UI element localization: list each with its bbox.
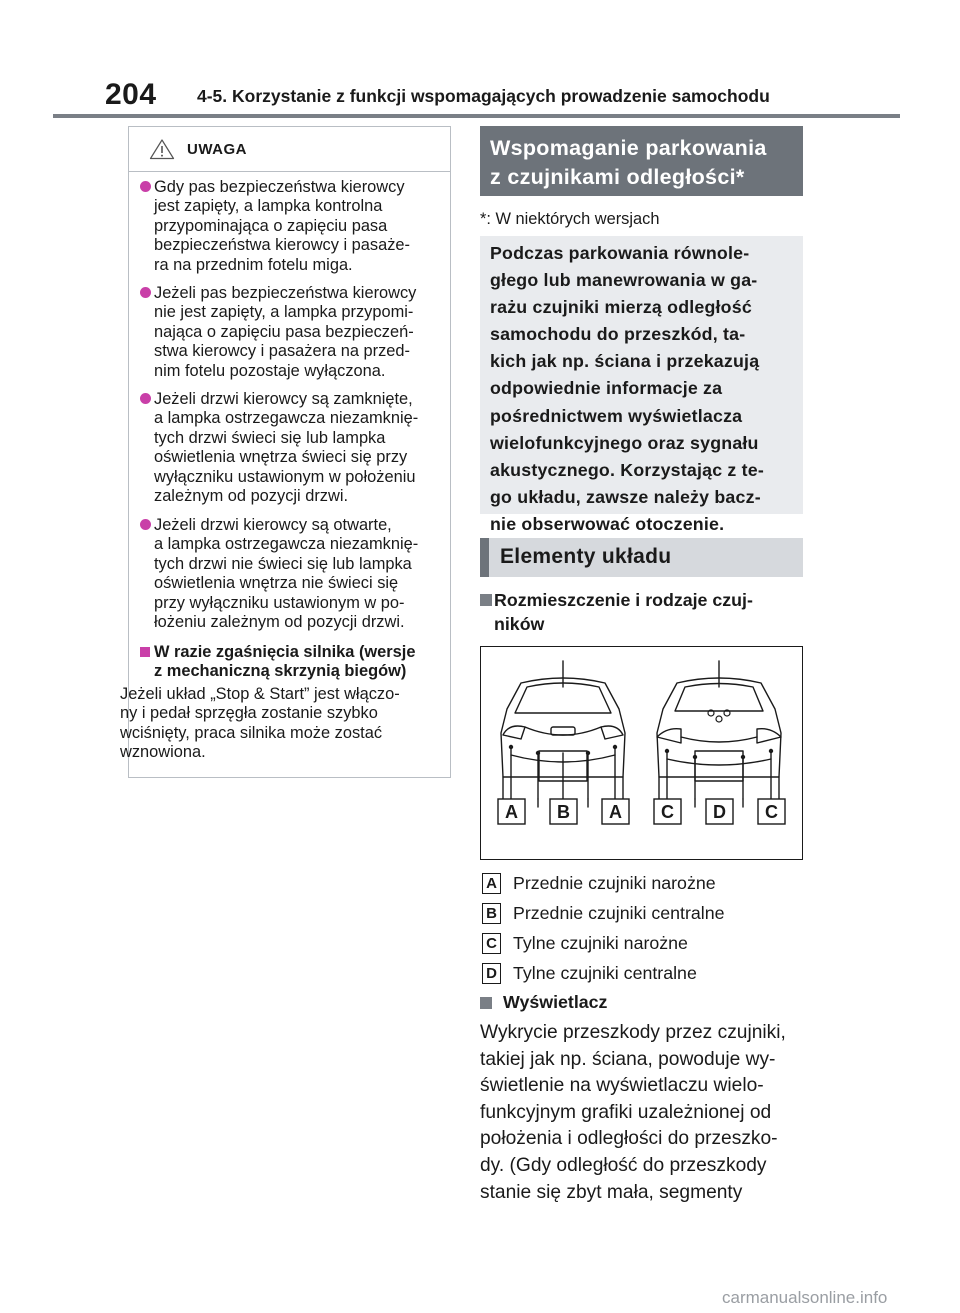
page-number: 204 [105, 78, 157, 111]
warning-subheading-text: W razie zgaśnięcia silnika (wersje z mechaniczną skrzynią biegów) [154, 643, 416, 681]
legend-text: Tylne czujniki centralne [513, 963, 697, 983]
bullet-dot-icon [140, 181, 151, 192]
legend-text: Przednie czujniki narożne [513, 873, 716, 893]
diagram-label: A [505, 802, 518, 822]
warning-item [140, 284, 450, 381]
warning-item-text: Jeżeli drzwi kierowcy są otwarte, a lampka ostrzegawcza niezamknię- tych drzwi nie świeci się lub lampka oświetlenia wnętrza nie świeci się przy wyłączniku ustawionym w po- łożeniu zależnym od pozycji drzwi. [154, 516, 419, 632]
display-subheading-text: Wyświetlacz [503, 992, 608, 1012]
legend-text: Tylne czujniki narożne [513, 933, 688, 953]
legend-text: Przednie czujniki centralne [513, 903, 725, 923]
bullet-dot-icon [140, 393, 151, 404]
warning-item [140, 178, 450, 275]
display-subheading [480, 992, 607, 1013]
watermark: carmanualsonline.info [722, 1288, 888, 1307]
warning-subheading [140, 643, 450, 682]
header-rule [53, 114, 900, 118]
warning-triangle-icon [149, 138, 175, 160]
elements-heading [480, 538, 803, 577]
intro-box: Podczas parkowania równole- głego lub manewrowania w ga- rażu czujniki mierzą odległość samochodu do przeszkód, ta- kich jak np. ściana i przekazują odpowiednie informacje za pośrednictwem wyświetlacza wielofunkcyjnego oraz sygnału akustycznego. Korzystając z te- go układu, zawsze należy bacz- nie obserwować otoczenie. [480, 236, 803, 514]
bullet-dot-icon [140, 519, 151, 530]
diagram-label: C [765, 802, 778, 822]
legend-key: B [482, 903, 501, 924]
warning-item-text: Jeżeli pas bezpieczeństwa kierowcy nie jest zapięty, a lampka przypomi- nająca o zapięciu pasa bezpieczeń- stwa kierowcy i pasażera na przed- nim fotelu pozostaje wyłączona. [154, 284, 417, 380]
warning-box [120, 126, 451, 778]
sensors-subheading [480, 588, 803, 636]
sensors-subheading-text: Rozmieszczenie i rodzaje czuj- ników [494, 590, 753, 634]
warning-item [140, 390, 450, 506]
car-sensor-illustration [481, 647, 802, 859]
elements-heading-label: Elementy układu [500, 545, 672, 568]
bullet-square-icon [140, 647, 150, 657]
bullet-square-icon [480, 594, 492, 606]
legend-key: D [482, 963, 501, 984]
warning-item-text: Gdy pas bezpieczeństwa kierowcy jest zapięty, a lampka kontrolna przypominająca o zapięciu pasa bezpieczeństwa kierowcy i pasaże- ra na przednim fotelu miga. [154, 178, 410, 274]
parking-heading: Wspomaganie parkowania z czujnikami odległości* [480, 126, 803, 196]
footnote: *: W niektórych wersjach [480, 210, 660, 228]
warning-paragraph: Jeżeli układ „Stop & Start” jest włączo- ny i pedał sprzęgła zostanie szybko wciśnięty, praca silnika może zostać wznowiona. [120, 685, 400, 762]
legend-key: C [482, 933, 501, 954]
diagram-label: B [557, 802, 570, 822]
section-title: 4-5. Korzystanie z funkcji wspomagających prowadzenie samochodu [197, 86, 770, 106]
bullet-square-icon [480, 997, 492, 1009]
warning-item-text: Jeżeli drzwi kierowcy są zamknięte, a lampka ostrzegawcza niezamknię- tych drzwi świeci się lub lampka oświetlenia wnętrza świeci się przy wyłączniku ustawionym w położeniu zależnym od pozycji drzwi. [154, 390, 419, 506]
diagram-label: D [713, 802, 726, 822]
display-paragraph: Wykrycie przeszkody przez czujniki, takiej jak np. ściana, powoduje wy- świetlenie na wyświetlaczu wielo- funkcyjnym grafiki uzależnionej od położenia i odległości do przeszko- dy. (Gdy odległość do przeszkody stanie się zbyt mała, segmenty [480, 1022, 786, 1203]
warning-title: UWAGA [187, 141, 247, 158]
heading-accent-bar [480, 538, 489, 577]
warning-header [129, 127, 450, 172]
legend-key: A [482, 873, 501, 894]
bullet-dot-icon [140, 287, 151, 298]
diagram-label: A [609, 802, 622, 822]
warning-item [140, 516, 450, 632]
sensor-diagram [480, 646, 803, 860]
diagram-label: C [661, 802, 674, 822]
